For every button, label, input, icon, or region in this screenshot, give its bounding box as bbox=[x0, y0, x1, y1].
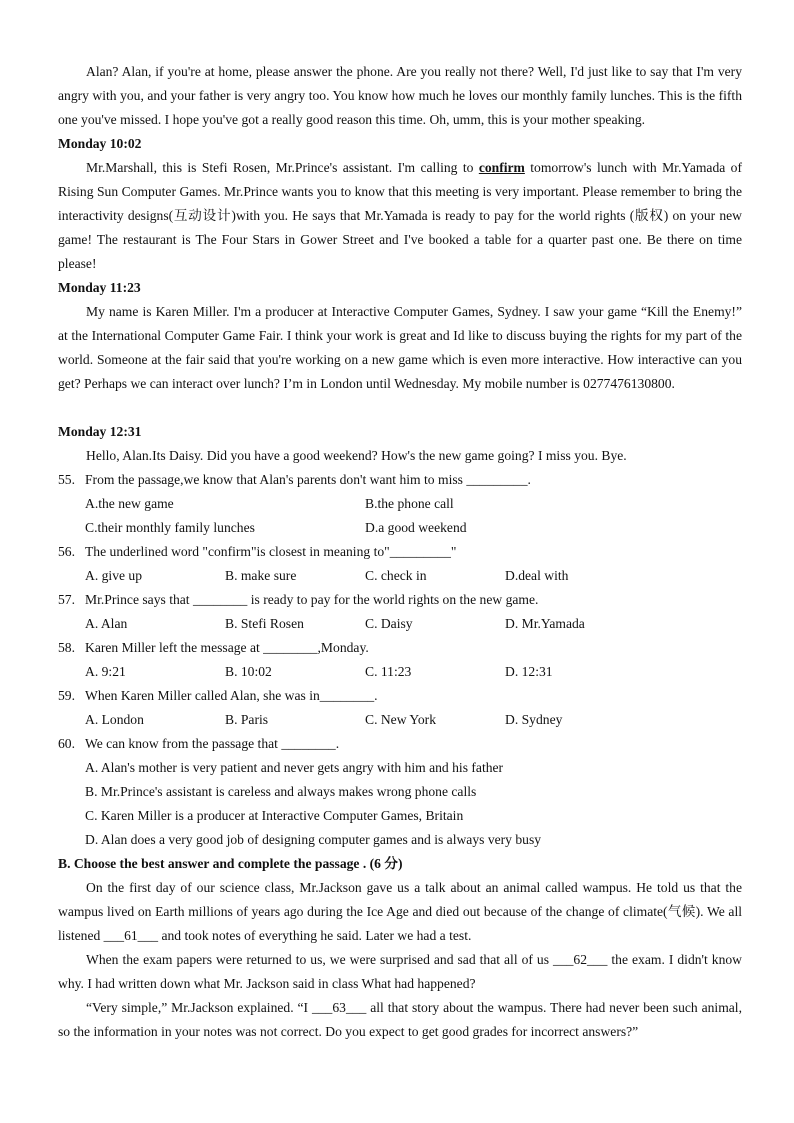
question-number: 56. bbox=[58, 544, 75, 559]
option-b[interactable]: B. 10:02 bbox=[225, 664, 272, 679]
option-c[interactable]: C. check in bbox=[365, 568, 427, 583]
question-number: 59. bbox=[58, 688, 75, 703]
message-assistant-part1: Mr.Marshall, this is Stefi Rosen, Mr.Prince's assistant. I'm calling to bbox=[86, 160, 479, 175]
option-a[interactable]: A. London bbox=[85, 712, 144, 727]
option-d[interactable]: D. Mr.Yamada bbox=[505, 616, 585, 631]
option-a[interactable]: A. 9:21 bbox=[85, 664, 126, 679]
question-stem: When Karen Miller called Alan, she was in________. bbox=[85, 688, 378, 703]
question-stem: Mr.Prince says that ________ is ready to pay for the world rights on the new game. bbox=[85, 592, 539, 607]
section-b-heading: B. Choose the best answer and complete the passage . (6 分) bbox=[58, 856, 403, 871]
passage-paragraph: On the first day of our science class, Mr.Jackson gave us a talk about an animal called wampus. He told us that the wampus lived on Earth millions of years ago during the Ice Age and died out because of the change of climate(气候). We all listened ___61___ and took notes of everything he said. Later we had a test. bbox=[58, 880, 742, 943]
question-number: 55. bbox=[58, 472, 75, 487]
passage-paragraph: When the exam papers were returned to us, we were surprised and sad that all of us ___62___ the exam. I didn't know why. I had written down what Mr. Jackson said in class What had happened? bbox=[58, 952, 742, 991]
option-b[interactable]: B. Paris bbox=[225, 712, 269, 727]
option-c[interactable]: C.their monthly family lunches bbox=[85, 520, 255, 535]
option-a[interactable]: A. Alan bbox=[85, 616, 128, 631]
option-a[interactable]: A. give up bbox=[85, 568, 143, 583]
option-c[interactable]: C. Karen Miller is a producer at Interactive Computer Games, Britain bbox=[85, 808, 464, 823]
option-d[interactable]: D.deal with bbox=[505, 568, 569, 583]
question-number: 60. bbox=[58, 736, 75, 751]
option-d[interactable]: D. Sydney bbox=[505, 712, 563, 727]
message-assistant-part2: tomorrow's lunch with Mr.Yamada of Rising Sun Computer Games. Mr.Prince wants you to know that this meeting is very important. Please remember to bring the interactivity designs(互动设计)with you. He says that Mr.Yamada is ready to pay for the world rights (版权) on your new game! The restaurant is The Four Stars in Gower Street and I've booked a table for a quarter past one. Be there on time please! bbox=[58, 160, 742, 271]
option-b[interactable]: B. Stefi Rosen bbox=[225, 616, 304, 631]
option-b[interactable]: B. Mr.Prince's assistant is careless and always makes wrong phone calls bbox=[85, 784, 477, 799]
option-b[interactable]: B.the phone call bbox=[365, 496, 454, 511]
message-daisy: Hello, Alan.Its Daisy. Did you have a good weekend? How's the new game going? I miss you. Bye. bbox=[86, 448, 627, 463]
question-number: 58. bbox=[58, 640, 75, 655]
option-c[interactable]: C. Daisy bbox=[365, 616, 413, 631]
option-d[interactable]: D. Alan does a very good job of designing computer games and is always very busy bbox=[85, 832, 542, 847]
question-stem: Karen Miller left the message at ________,Monday. bbox=[85, 640, 369, 655]
option-d[interactable]: D.a good weekend bbox=[365, 520, 467, 535]
question-59 bbox=[58, 684, 378, 708]
message-karen: My name is Karen Miller. I'm a producer at Interactive Computer Games, Sydney. I saw your game “Kill the Enemy!” at the International Computer Game Fair. I think your work is great and Id like to discuss buying the rights for my part of the world. Someone at the fair said that you're working on a new game which is even more interactive. How interactive can you get? Perhaps we can interact over lunch? I’m in London until Wednesday. My mobile number is 0277476130800. bbox=[58, 304, 742, 391]
passage-paragraph: “Very simple,” Mr.Jackson explained. “I ___63___ all that story about the wampus. There had never been such animal, so the information in your notes was not correct. Do you expect to get good grades for incorrect answers?” bbox=[58, 1000, 742, 1039]
question-60 bbox=[58, 732, 339, 756]
question-55 bbox=[58, 468, 531, 492]
underlined-word-confirm: confirm bbox=[478, 160, 525, 175]
option-a[interactable]: A. Alan's mother is very patient and never gets angry with him and his father bbox=[85, 760, 504, 775]
question-stem: From the passage,we know that Alan's parents don't want him to miss _________. bbox=[85, 472, 531, 487]
option-c[interactable]: C. 11:23 bbox=[365, 664, 412, 679]
question-56 bbox=[58, 540, 456, 564]
question-stem: The underlined word "confirm"is closest in meaning to"_________" bbox=[85, 544, 457, 559]
question-number: 57. bbox=[58, 592, 75, 607]
option-d[interactable]: D. 12:31 bbox=[505, 664, 553, 679]
question-57 bbox=[58, 588, 538, 612]
question-58 bbox=[58, 636, 369, 660]
message-time-heading: Monday 12:31 bbox=[58, 424, 142, 439]
message-time-heading: Monday 11:23 bbox=[58, 280, 141, 295]
option-c[interactable]: C. New York bbox=[365, 712, 437, 727]
question-stem: We can know from the passage that ________. bbox=[85, 736, 340, 751]
option-b[interactable]: B. make sure bbox=[225, 568, 297, 583]
message-mother: Alan? Alan, if you're at home, please answer the phone. Are you really not there? Well, I'd just like to say that I'm very angry with you, and your father is very angry too. You know how much he loves our monthly family lunches. This is the fifth one you've missed. I hope you've got a really good reason this time. Oh, umm, this is your mother speaking. bbox=[58, 64, 742, 127]
message-assistant bbox=[58, 156, 742, 276]
option-a[interactable]: A.the new game bbox=[85, 496, 174, 511]
message-time-heading: Monday 10:02 bbox=[58, 136, 142, 151]
